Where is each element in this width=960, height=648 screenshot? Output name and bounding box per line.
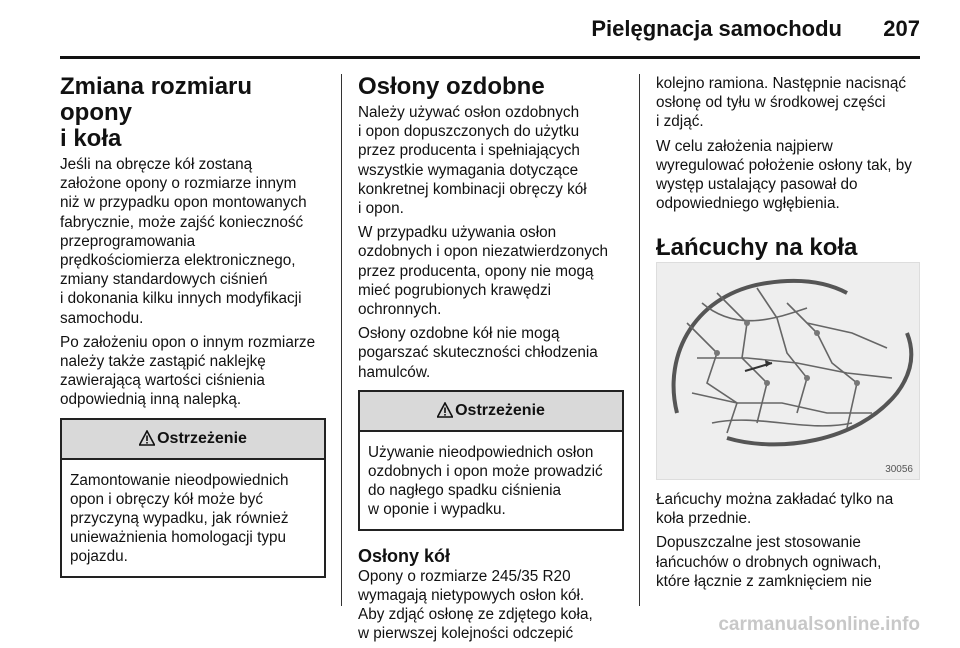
warning-header [360,392,622,432]
warning-header [62,420,324,460]
snow-chain-illustration [656,262,920,480]
column-3-lower [656,490,922,596]
header-rule [60,56,920,59]
paragraph: Po założeniu opon o innym rozmiarze należy także zastąpić naklejkę zawierającą wartości ciśnienia odpowiednią inną nalepką. [60,333,316,409]
section-heading-snow-chains: Łańcuchy na koła [656,234,858,262]
paragraph: W przypadku używania osłon ozdobnych i opon niezatwierdzonych przez producenta, opony nie mogą mieć pogrubionych krawędzi ochronnych. [358,224,609,319]
paragraph: Łańcuchy można zakładać tylko na koła przednie. [656,491,894,528]
running-header-title: Pielęgnacja samochodu [591,16,842,41]
warning-box [358,390,624,531]
column-1 [60,74,326,578]
watermark: carmanualsonline.info [718,614,920,635]
column-divider-2 [639,74,640,606]
figure-code: 30056 [885,464,913,475]
paragraph: Dopuszczalne jest stosowanie łańcuchów o drobnych ogniwach, które łącznie z zamknięciem nie [656,534,882,590]
column-divider-1 [341,74,342,606]
warning-triangle-icon [437,402,453,418]
column-3 [656,74,922,264]
warning-triangle-icon [139,430,155,446]
snow-chain-drawing [657,263,919,479]
paragraph: W celu założenia najpierw wyregulować położenie osłony tak, by występ ustalający pasował do odpowiedniego wgłębienia. [656,137,912,213]
warning-title: Ostrzeżenie [157,429,247,447]
paragraph: Opony o rozmiarze 245/35 R20 wymagają nietypowych osłon kół. Aby zdjąć osłonę ze zdjętego koła, w pierwszej kolejności odczepić [358,567,593,643]
page-number: 207 [883,16,920,41]
warning-title: Ostrzeżenie [455,401,545,419]
column-2 [358,74,624,648]
section-heading-tire-size: Zmiana rozmiaru opony i koła [60,73,253,152]
paragraph: Jeśli na obręcze kół zostaną założone opony o rozmiarze innym niż w przypadku opon montowanych fabrycznie, może zajść konieczność przeprogramowania prędkościomierza elektronicznego, zmiany standardowych ciśnień i dokonania kilku innych modyfikacji samochodu. [60,156,307,327]
paragraph: Osłony ozdobne kół nie mogą pogarszać skuteczności chłodzenia hamulców. [358,325,598,381]
warning-text: Zamontowanie nieodpowiednich opon i obręczy kół może być przyczyną wypadku, jak również unieważnienia homologacji typu pojazdu. [70,471,289,566]
paragraph: Należy używać osłon ozdobnych i opon dopuszczonych do użytku przez producenta i spełniających wszystkie wymagania dotyczące konkretnej kombinacji obręczy kół i opon. [358,104,587,218]
paragraph: kolejno ramiona. Następnie nacisnąć osłonę od tyłu w środkowej części i zdjąć. [656,75,906,131]
subheading-wheel-covers: Osłony kół [358,545,451,566]
warning-text: Używanie nieodpowiednich osłon ozdobnych i opon może prowadzić do nagłego spadku ciśnienia w oponie i wypadku. [368,443,603,519]
warning-box [60,418,326,578]
section-heading-wheel-covers: Osłony ozdobne [358,73,545,100]
